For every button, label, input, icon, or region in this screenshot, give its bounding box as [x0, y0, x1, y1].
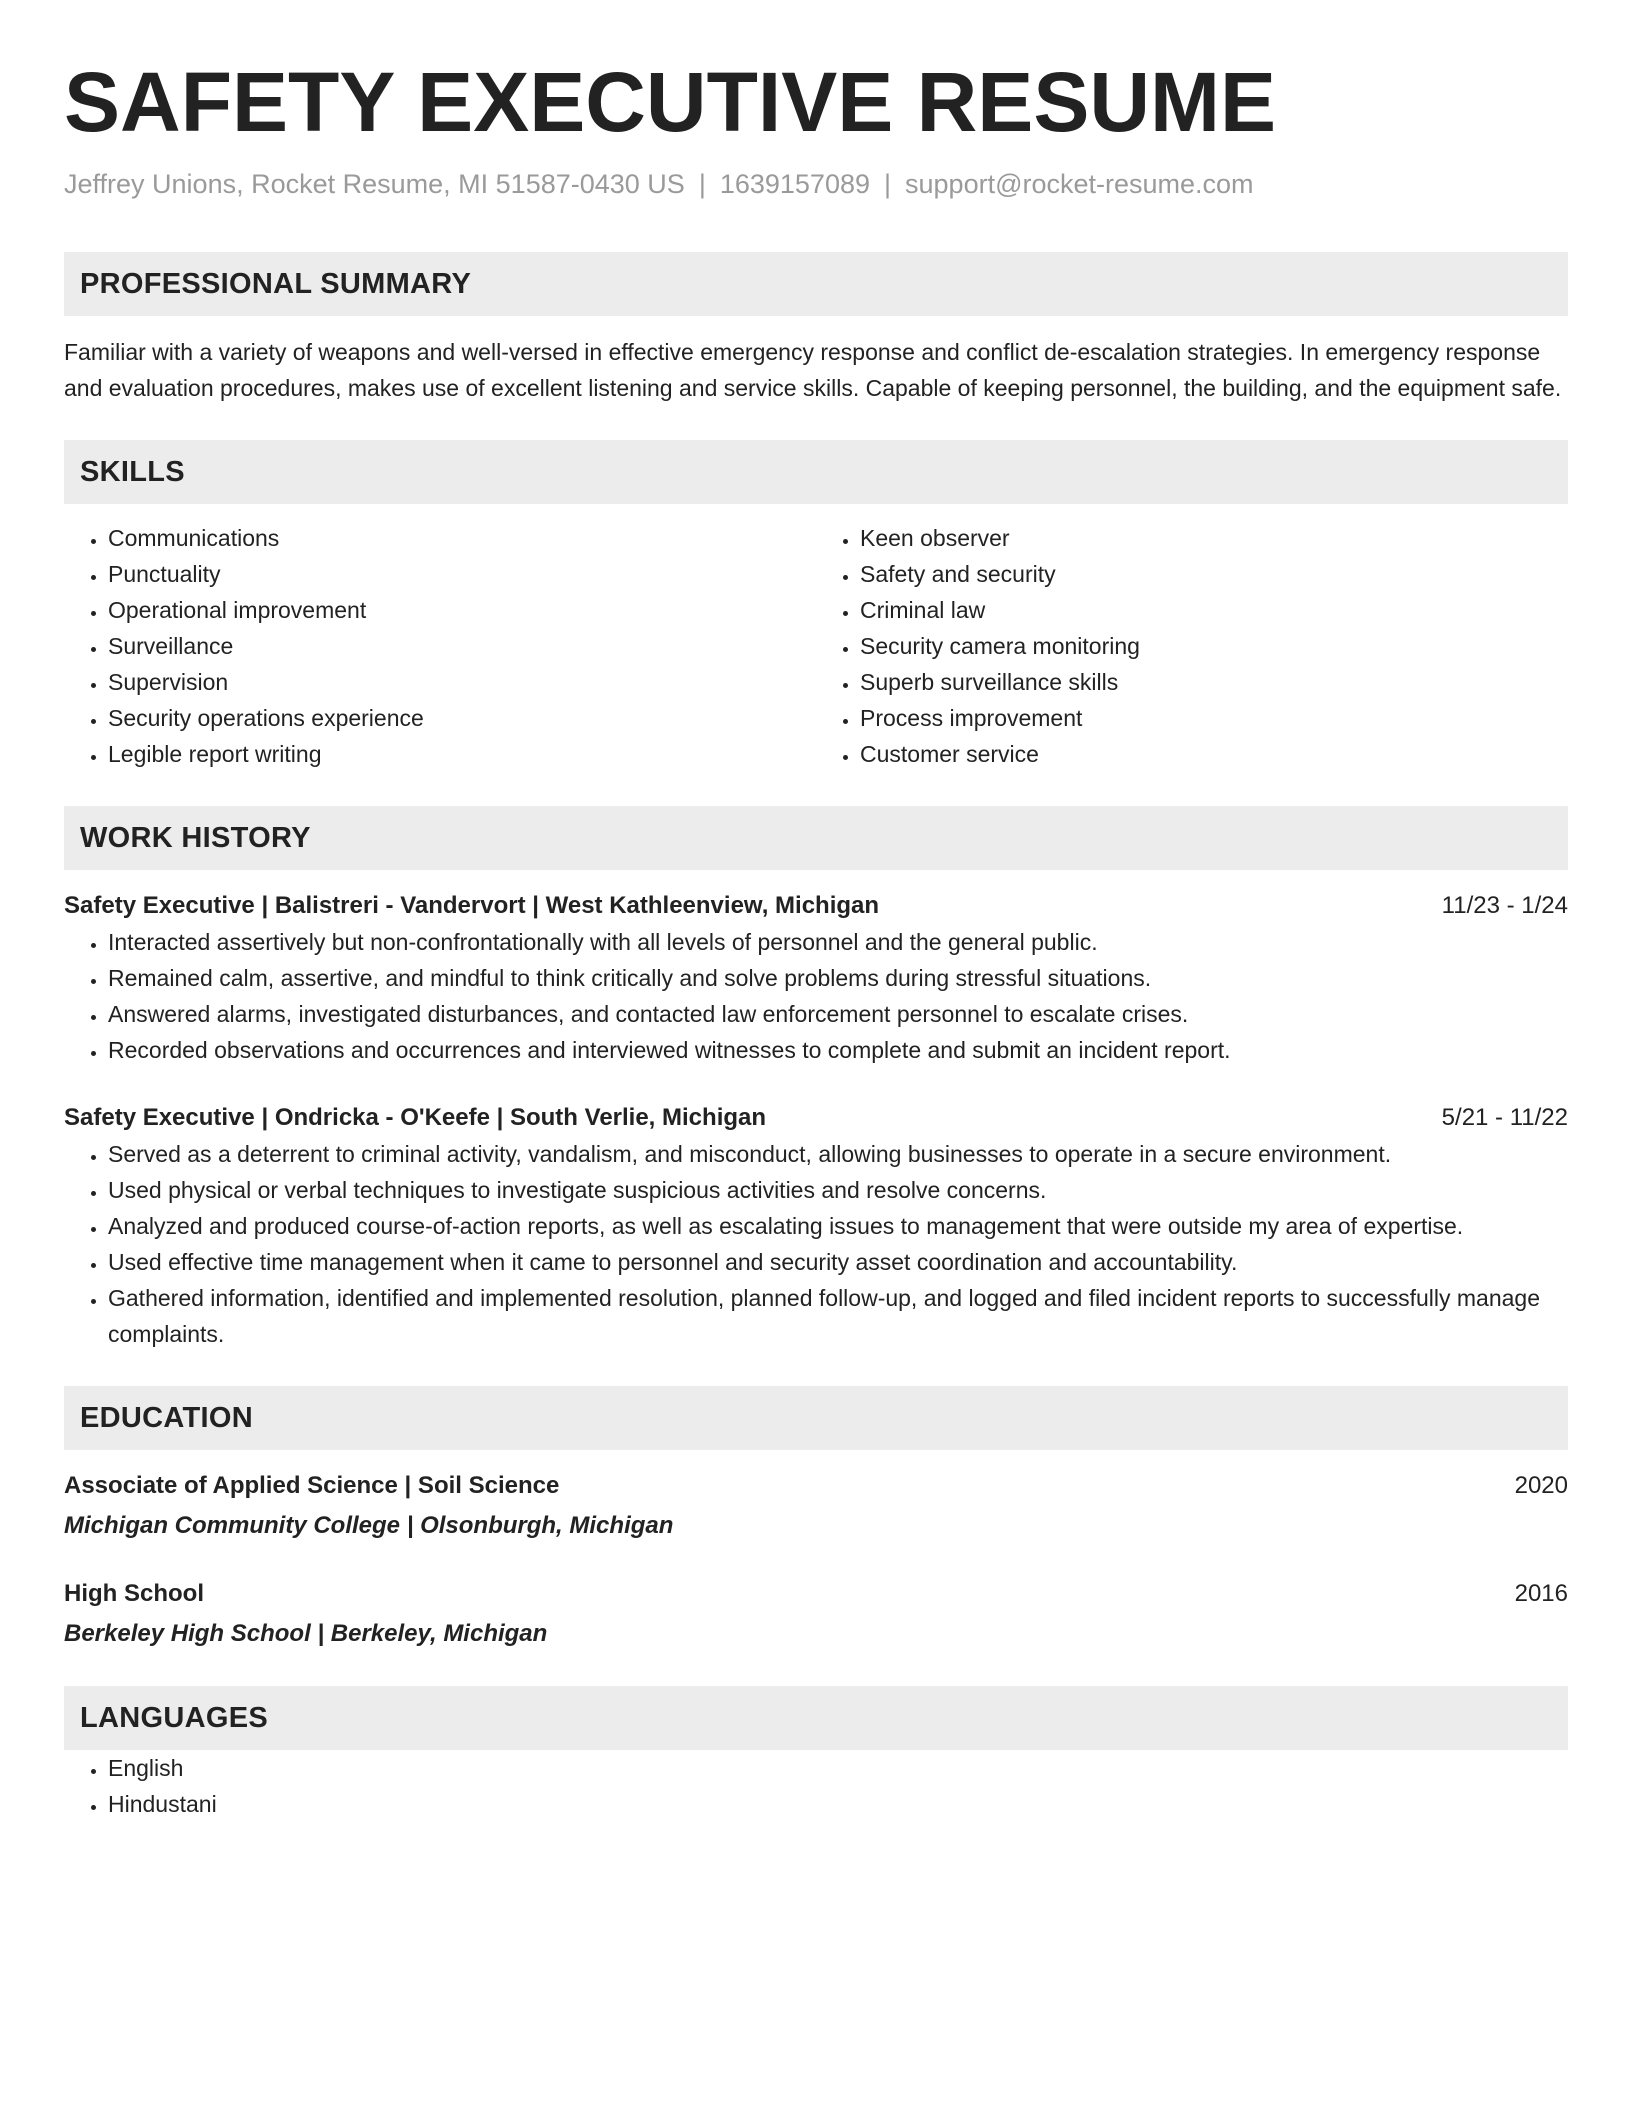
job-duty: • Served as a deterrent to criminal activity, vandalism, and misconduct, allowing businesses to operate in a secure environment. — [108, 1136, 1568, 1172]
job-duty: • Recorded observations and occurrences and interviewed witnesses to complete and submit an incident report. — [108, 1032, 1568, 1068]
skills-heading: SKILLS — [64, 440, 1568, 504]
contact-separator: | — [884, 169, 892, 199]
skills-columns — [64, 520, 1568, 772]
contact-phone: 1639157089 — [719, 169, 870, 199]
skill-item: • Communications — [108, 520, 816, 556]
language-item: • Hindustani — [108, 1786, 1568, 1822]
skill-item: • Supervision — [108, 664, 816, 700]
contact-email: support@rocket-resume.com — [905, 169, 1254, 199]
skill-item: • Security operations experience — [108, 700, 816, 736]
job-duty: • Analyzed and produced course-of-action reports, as well as escalating issues to management that were outside my area of expertise. — [108, 1208, 1568, 1244]
graduation-year: 2016 — [1514, 1580, 1568, 1607]
contact-separator: | — [698, 169, 706, 199]
job-title: Safety Executive | Ondricka - O'Keefe | South Verlie, Michigan — [64, 1104, 767, 1131]
school-name: Berkeley High School | Berkeley, Michigan — [64, 1620, 548, 1647]
contact-line — [64, 166, 1568, 202]
job-duty: • Interacted assertively but non-confrontationally with all levels of personnel and the general public. — [108, 924, 1568, 960]
education-entry-header — [64, 1468, 1568, 1504]
skill-item: • Operational improvement — [108, 592, 816, 628]
languages-heading: LANGUAGES — [64, 1686, 1568, 1750]
skill-item: • Safety and security — [860, 556, 1568, 592]
skill-item: • Customer service — [860, 736, 1568, 772]
graduation-year: 2020 — [1514, 1472, 1568, 1499]
job-header — [64, 1100, 1568, 1136]
job-duties-list — [64, 924, 1568, 1068]
job-dates: 5/21 - 11/22 — [1441, 1104, 1568, 1131]
degree-title: Associate of Applied Science | Soil Science — [64, 1472, 560, 1499]
job-dates: 11/23 - 1/24 — [1441, 892, 1568, 919]
summary-heading: PROFESSIONAL SUMMARY — [64, 252, 1568, 316]
skill-item: • Surveillance — [108, 628, 816, 664]
job-duty: • Used effective time management when it came to personnel and security asset coordination and accountability. — [108, 1244, 1568, 1280]
skill-item: • Superb surveillance skills — [860, 664, 1568, 700]
job-duty: • Gathered information, identified and implemented resolution, planned follow-up, and logged and filed incident reports to successfully manage complaints. — [108, 1280, 1568, 1352]
resume-title: SAFETY EXECUTIVE RESUME — [64, 55, 1277, 149]
education-entry-header — [64, 1576, 1568, 1612]
education-heading: EDUCATION — [64, 1386, 1568, 1450]
summary-text: Familiar with a variety of weapons and well-versed in effective emergency response and conflict de-escalation strategies. In emergency response and evaluation procedures, makes use of excellent listening and service skills. Capable of keeping personnel, the building, and the equipment safe. — [64, 339, 1562, 401]
skill-item: • Punctuality — [108, 556, 816, 592]
job-title: Safety Executive | Balistreri - Vandervort | West Kathleenview, Michigan — [64, 892, 880, 919]
skill-item: • Security camera monitoring — [860, 628, 1568, 664]
languages-list — [64, 1750, 1568, 1822]
skill-item: • Criminal law — [860, 592, 1568, 628]
job-duty: • Answered alarms, investigated disturbances, and contacted law enforcement personnel to escalate crises. — [108, 996, 1568, 1032]
skills-list-left — [64, 520, 816, 772]
job-header — [64, 888, 1568, 924]
school-name: Michigan Community College | Olsonburgh, Michigan — [64, 1512, 674, 1539]
skill-item: • Keen observer — [860, 520, 1568, 556]
contact-address: Jeffrey Unions, Rocket Resume, MI 51587-0430 US — [64, 169, 685, 199]
language-item: • English — [108, 1750, 1568, 1786]
degree-title: High School — [64, 1580, 204, 1607]
job-duty: • Used physical or verbal techniques to investigate suspicious activities and resolve concerns. — [108, 1172, 1568, 1208]
skill-item: • Legible report writing — [108, 736, 816, 772]
skills-list-right — [816, 520, 1568, 772]
skill-item: • Process improvement — [860, 700, 1568, 736]
job-duties-list — [64, 1136, 1568, 1352]
work-history-heading: WORK HISTORY — [64, 806, 1568, 870]
job-duty: • Remained calm, assertive, and mindful to think critically and solve problems during stressful situations. — [108, 960, 1568, 996]
